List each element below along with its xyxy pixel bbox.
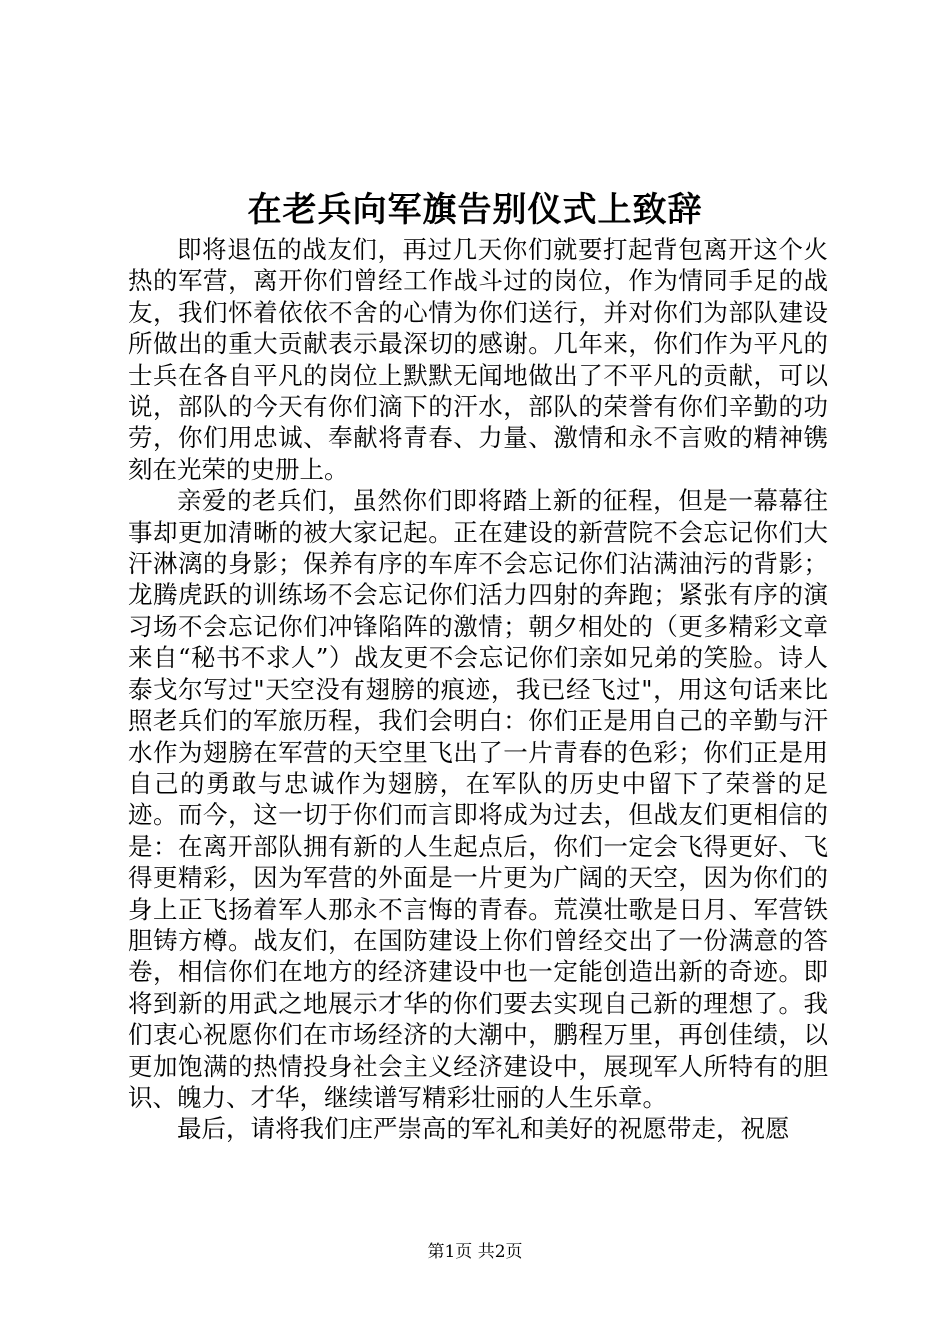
page-number-footer: 第1页 共2页	[427, 1242, 523, 1262]
document-body	[128, 234, 828, 1145]
paragraph-3: 最后，请将我们庄严崇高的军礼和美好的祝愿带走，祝愿	[177, 1114, 790, 1144]
paragraph-1: 即将退伍的战友们，再过几天你们就要打起背包离开这个火热的军营，离开你们曾经工作战斗过的岗位，作为情同手足的战友，我们怀着依依不舍的心情为你们送行，并对你们为部队建设所做出的重大贡献表示最深切的感谢。几年来，你们作为平凡的士兵在各自平凡的岗位上默默无闻地做出了不平凡的贡献，可以说，部队的今天有你们滴下的汗水，部队的荣誉有你们辛勤的功劳，你们用忠诚、奉献将青春、力量、激情和永不言败的精神镌刻在光荣的史册上。	[128, 235, 828, 484]
document-title: 在老兵向军旗告别仪式上致辞	[247, 190, 703, 230]
paragraph-2: 亲爱的老兵们，虽然你们即将踏上新的征程，但是一幕幕往事却更加清晰的被大家记起。正在建设的新营院不会忘记你们大汗淋漓的身影；保养有序的车库不会忘记你们沾满油污的背影；龙腾虎跃的训练场不会忘记你们活力四射的奔跑；紧张有序的演习场不会忘记你们冲锋陷阵的激情；朝夕相处的（更多精彩文章来自“秘书不求人”）战友更不会忘记你们亲如兄弟的笑脸。诗人泰戈尔写过"天空没有翅膀的痕迹，我已经飞过"，用这句话来比照老兵们的军旅历程，我们会明白：你们正是用自己的辛勤与汗水作为翅膀在军营的天空里飞出了一片青春的色彩；你们正是用自己的勇敢与忠诚作为翅膀，在军队的历史中留下了荣誉的足迹。而今，这一切于你们而言即将成为过去，但战友们更相信的是：在离开部队拥有新的人生起点后，你们一定会飞得更好、飞得更精彩，因为军营的外面是一片更为广阔的天空，因为你们的身上正飞扬着军人那永不言悔的青春。荒漠壮歌是日月、军营铁胆铸方樽。战友们，在国防建设上你们曾经交出了一份满意的答卷，相信你们在地方的经济建设中也一定能创造出新的奇迹。即将到新的用武之地展示才华的你们要去实现自己新的理想了。我们衷心祝愿你们在市场经济的大潮中，鹏程万里，再创佳绩，以更加饱满的热情投身社会主义经济建设中，展现军人所特有的胆识、魄力、才华，继续谱写精彩壮丽的人生乐章。	[128, 486, 828, 1112]
